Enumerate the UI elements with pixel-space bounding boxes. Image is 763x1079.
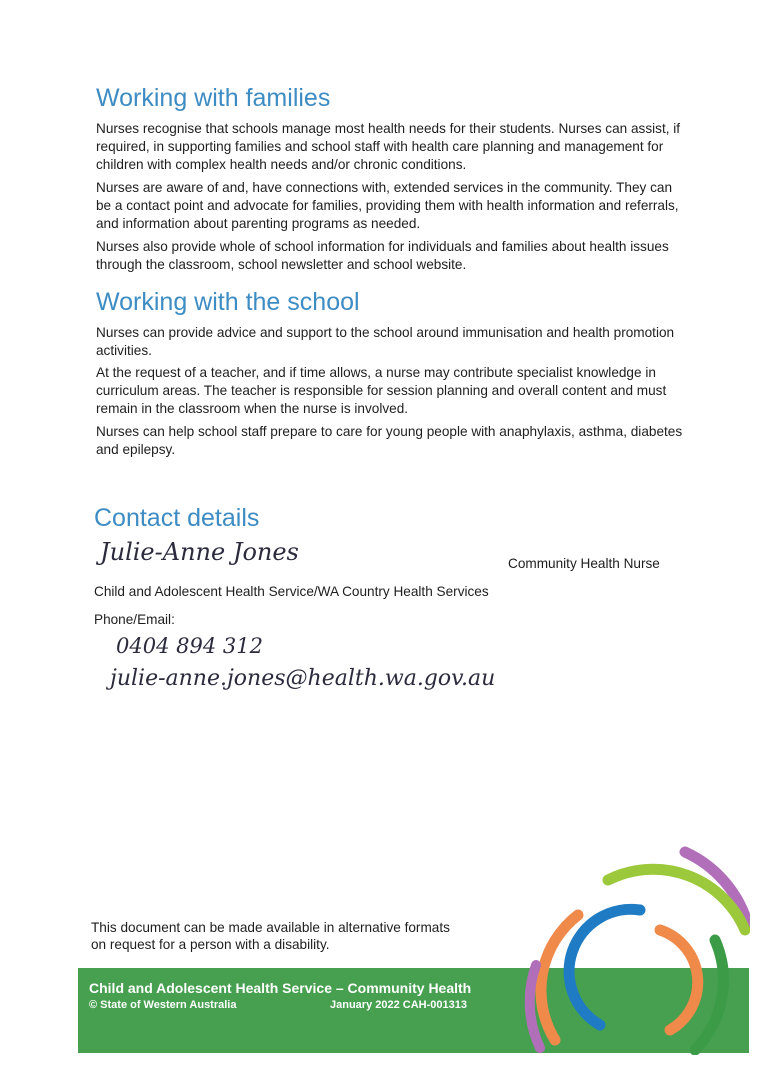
contact-organisation: Child and Adolescent Health Service/WA Country Health Services [94, 584, 489, 599]
footer-date-code: January 2022 CAH-001313 [330, 999, 467, 1011]
community-health-logo-arcs [510, 830, 750, 1055]
paragraph: Nurses can help school staff prepare to care for young people with anaphylaxis, asthma, diabetes and epilepsy. [96, 424, 683, 457]
paragraph: Nurses can provide advice and support to the school around immunisation and health promotion activities. [96, 325, 675, 358]
paragraph: Nurses also provide whole of school information for individuals and families about health issues through the classroom, school newsletter and school website. [96, 239, 669, 272]
paragraph: Nurses recognise that schools manage most health needs for their students. Nurses can assist, if required, in supporting families and school staff with health care planning and management for children with complex health needs and/or chronic conditions. [96, 121, 681, 172]
logo-arc-orange-right [660, 930, 698, 1030]
handwritten-phone: 0404 894 312 [116, 634, 263, 658]
footer-copyright: © State of Western Australia [89, 999, 237, 1011]
section-title-contact-details: Contact details [94, 504, 260, 532]
paragraph: At the request of a teacher, and if time allows, a nurse may contribute specialist knowledge in curriculum areas. The teacher is responsible for session planning and overall content and must remain in the classroom when the nurse is involved. [96, 365, 667, 416]
contact-role: Community Health Nurse [508, 556, 660, 571]
handwritten-name: Julie-Anne Jones [100, 538, 299, 566]
accessibility-note-line1: This document can be made available in alternative formats [91, 920, 450, 935]
paragraph: Nurses are aware of and, have connections with, extended services in the community. They can be a contact point and advocate for families, providing them with health information and referrals, and information about parenting programs as needed. [96, 180, 679, 231]
section-title-working-with-the-school: Working with the school [96, 288, 360, 316]
section-title-working-with-families: Working with families [96, 84, 331, 112]
phone-email-label: Phone/Email: [94, 612, 175, 627]
logo-arc-blue [569, 909, 640, 1025]
accessibility-note-line2: on request for a person with a disability. [91, 937, 330, 952]
handwritten-email: julie-anne.jones@health.wa.gov.au [110, 666, 496, 691]
footer-band-title: Child and Adolescent Health Service – Community Health [89, 980, 472, 996]
